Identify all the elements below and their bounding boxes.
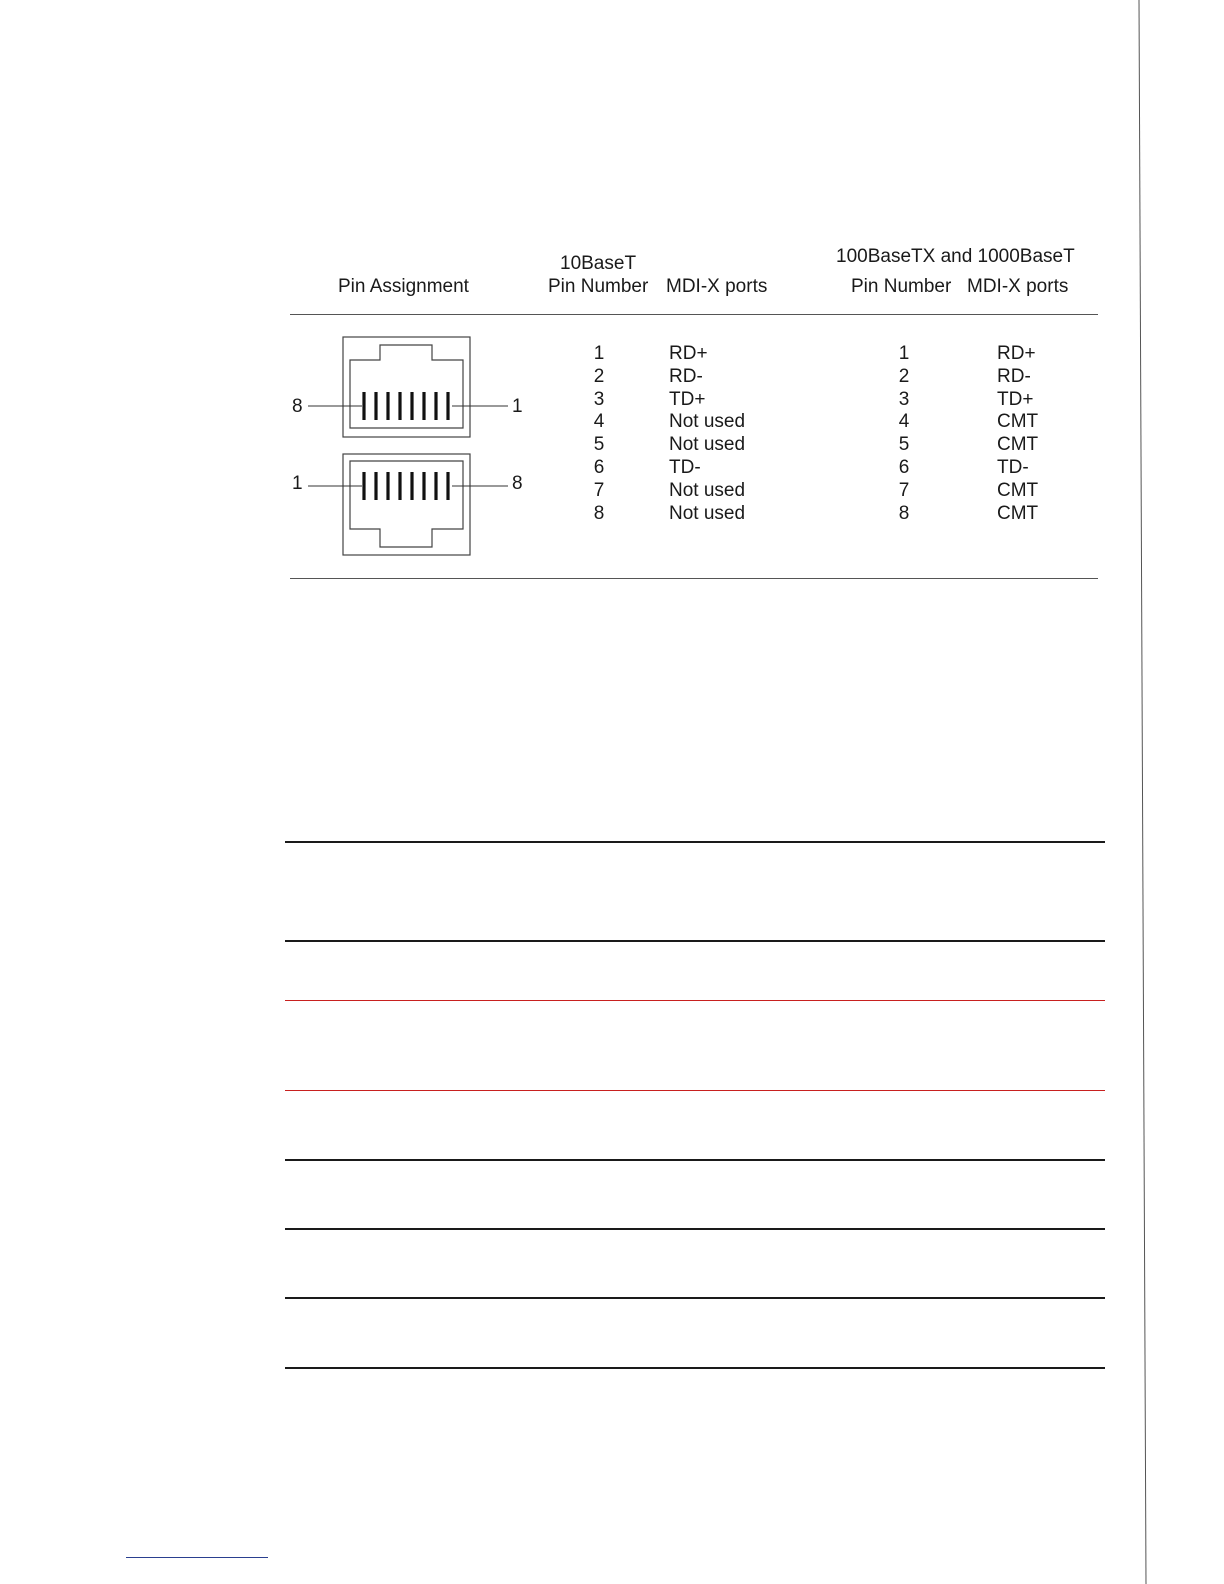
pin-number-header-10: Pin Number xyxy=(548,276,649,297)
page-edge-line xyxy=(1120,0,1160,1584)
table-cell: 1 xyxy=(593,343,605,364)
table-cell: TD- xyxy=(997,456,1029,478)
mdix-column-100-1000 xyxy=(997,343,1038,525)
group-100-1000-header: 100BaseTX and 1000BaseT xyxy=(836,246,1075,267)
table-cell: 1 xyxy=(898,343,910,364)
table-cell: 7 xyxy=(898,479,910,501)
table-rule xyxy=(285,940,1105,942)
table-rule xyxy=(285,1297,1105,1299)
table-rule xyxy=(285,841,1105,843)
mdix-header-100: MDI-X ports xyxy=(967,276,1069,297)
table-cell: 7 xyxy=(593,479,605,501)
pin-column-10baset xyxy=(584,343,614,525)
table-cell: RD- xyxy=(669,365,703,387)
table-cell: 3 xyxy=(593,388,605,410)
footnote-rule xyxy=(126,1557,268,1558)
table-cell: 8 xyxy=(898,502,910,524)
table-cell: 6 xyxy=(898,456,910,478)
table-cell: 4 xyxy=(898,411,910,433)
table-cell: CMT xyxy=(997,479,1039,501)
top-connector-socket xyxy=(350,345,463,428)
bottom-connector-socket xyxy=(350,461,463,547)
accent-rule xyxy=(285,1090,1105,1091)
pin-column-100-1000 xyxy=(889,343,919,525)
table-rule xyxy=(285,1367,1105,1369)
table-cell: 4 xyxy=(593,411,605,433)
table-cell: 5 xyxy=(593,434,605,456)
table-cell: 8 xyxy=(593,502,605,524)
figure-bottom-rule xyxy=(290,578,1098,579)
pin-assignment-header: Pin Assignment xyxy=(338,276,469,297)
table-cell: Not used xyxy=(669,502,746,524)
top-connector-outline xyxy=(343,337,470,437)
table-cell: TD+ xyxy=(669,388,706,410)
pin-number-header-100: Pin Number xyxy=(851,276,952,297)
table-cell: Not used xyxy=(669,434,746,456)
bottom-connector-outline xyxy=(343,454,470,555)
connector-label-top-left: 8 xyxy=(292,396,303,417)
table-cell: RD+ xyxy=(669,343,708,364)
table-cell: 3 xyxy=(898,388,910,410)
table-cell: RD+ xyxy=(997,343,1036,364)
table-cell: TD+ xyxy=(997,388,1034,410)
table-cell: Not used xyxy=(669,479,746,501)
group-10baset-header: 10BaseT xyxy=(560,253,637,274)
table-rule xyxy=(285,1228,1105,1230)
connector-label-bottom-right: 8 xyxy=(512,473,523,494)
table-cell: 5 xyxy=(898,434,910,456)
table-cell: 2 xyxy=(898,365,910,387)
table-cell: TD- xyxy=(669,456,701,478)
figure-top-rule xyxy=(290,314,1098,315)
table-cell: CMT xyxy=(997,502,1039,524)
table-cell: 2 xyxy=(593,365,605,387)
connector-label-top-right: 1 xyxy=(512,396,523,417)
table-cell: Not used xyxy=(669,411,746,433)
table-cell: 6 xyxy=(593,456,605,478)
rj45-connector-diagram xyxy=(280,330,540,565)
table-cell: CMT xyxy=(997,411,1039,433)
connector-label-bottom-left: 1 xyxy=(292,473,303,494)
mdix-header-10: MDI-X ports xyxy=(666,276,768,297)
table-cell: CMT xyxy=(997,434,1039,456)
mdix-column-10baset xyxy=(669,343,745,525)
accent-rule xyxy=(285,1000,1105,1001)
table-cell: RD- xyxy=(997,365,1031,387)
table-rule xyxy=(285,1159,1105,1161)
